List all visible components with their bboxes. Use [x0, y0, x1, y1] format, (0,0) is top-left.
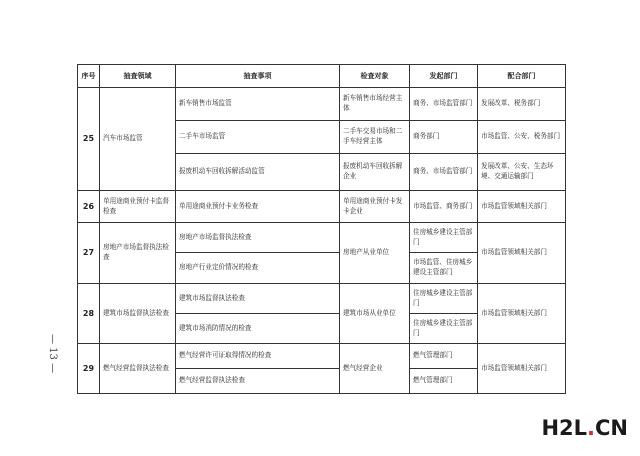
header-partner: 配合部门 [478, 65, 566, 88]
table-row [78, 344, 566, 369]
row-object: 报废机动车回收拆解企业 [340, 154, 410, 191]
header-domain: 抽查领域 [100, 65, 176, 88]
row-partner: 发展改革、税务部门 [478, 88, 566, 121]
row-item: 建筑市场监督执法检查 [176, 284, 340, 314]
header-item: 抽查事项 [176, 65, 340, 88]
row-initiator: 住房城乡建设主管部门 [410, 314, 478, 344]
row-initiator: 市场监管、住房城乡建设主管部门 [410, 253, 478, 284]
row-initiator: 住房城乡建设主管部门 [410, 284, 478, 314]
row-initiator: 住房城乡建设主管部门 [410, 223, 478, 253]
site-watermark [541, 416, 628, 440]
inspection-table [77, 64, 566, 394]
row-object: 建筑市场从业单位 [340, 284, 410, 344]
header-serial: 序号 [78, 65, 100, 88]
row-object: 单用途商业预付卡发卡企业 [340, 191, 410, 223]
row-partner: 发展改革、公安、生态环境、交通运输部门 [478, 154, 566, 191]
row-item: 新车销售市场监管 [176, 88, 340, 121]
row-object: 新车销售市场经营主体 [340, 88, 410, 121]
row-initiator: 燃气管理部门 [410, 344, 478, 369]
row-number: 29 [78, 344, 100, 394]
table-row [78, 88, 566, 121]
header-object: 检查对象 [340, 65, 410, 88]
row-number: 25 [78, 88, 100, 191]
row-partner: 市场监管领域相关部门 [478, 284, 566, 344]
row-initiator: 商务部门 [410, 121, 478, 154]
row-number: 27 [78, 223, 100, 284]
row-item: 燃气经营许可证取得情况的检查 [176, 344, 340, 369]
row-item: 房地产行业定价情况的检查 [176, 253, 340, 284]
row-object: 房地产从业单位 [340, 223, 410, 284]
row-initiator: 燃气管理部门 [410, 369, 478, 394]
table-row [78, 191, 566, 223]
row-domain: 汽车市场监管 [100, 88, 176, 191]
row-item: 房地产市场监督执法检查 [176, 223, 340, 253]
row-object: 二手车交易市场和二手车经营主体 [340, 121, 410, 154]
row-item: 单用途商业预付卡业务检查 [176, 191, 340, 223]
watermark-text-h2l: H2L [541, 416, 588, 440]
row-item: 建筑市场消防情况的检查 [176, 314, 340, 344]
table-header-row [78, 65, 566, 88]
row-initiator: 商务、市场监管部门 [410, 154, 478, 191]
row-item: 报废机动车回收拆解活动监管 [176, 154, 340, 191]
row-domain: 单用途商业预付卡监督检查 [100, 191, 176, 223]
row-partner: 市场监管领域相关部门 [478, 344, 566, 394]
table-row [78, 284, 566, 314]
watermark-text-cn: CN [595, 416, 628, 440]
header-initiator: 发起部门 [410, 65, 478, 88]
row-number: 28 [78, 284, 100, 344]
row-partner: 市场监管领域相关部门 [478, 223, 566, 284]
row-domain: 房地产市场监督执法检查 [100, 223, 176, 284]
row-initiator: 市场监管、商务部门 [410, 191, 478, 223]
row-partner: 市场监管、公安、税务部门 [478, 121, 566, 154]
row-domain: 建筑市场监督执法检查 [100, 284, 176, 344]
row-number: 26 [78, 191, 100, 223]
row-initiator: 商务、市场监管部门 [410, 88, 478, 121]
row-item: 燃气经营监督执法检查 [176, 369, 340, 394]
watermark-dot: . [587, 416, 595, 440]
row-partner: 市场监管领域相关部门 [478, 191, 566, 223]
row-domain: 燃气经营监督执法检查 [100, 344, 176, 394]
page-number: — 13 — [47, 334, 58, 374]
table-row [78, 223, 566, 253]
row-object: 燃气经营企业 [340, 344, 410, 394]
row-item: 二手车市场监管 [176, 121, 340, 154]
